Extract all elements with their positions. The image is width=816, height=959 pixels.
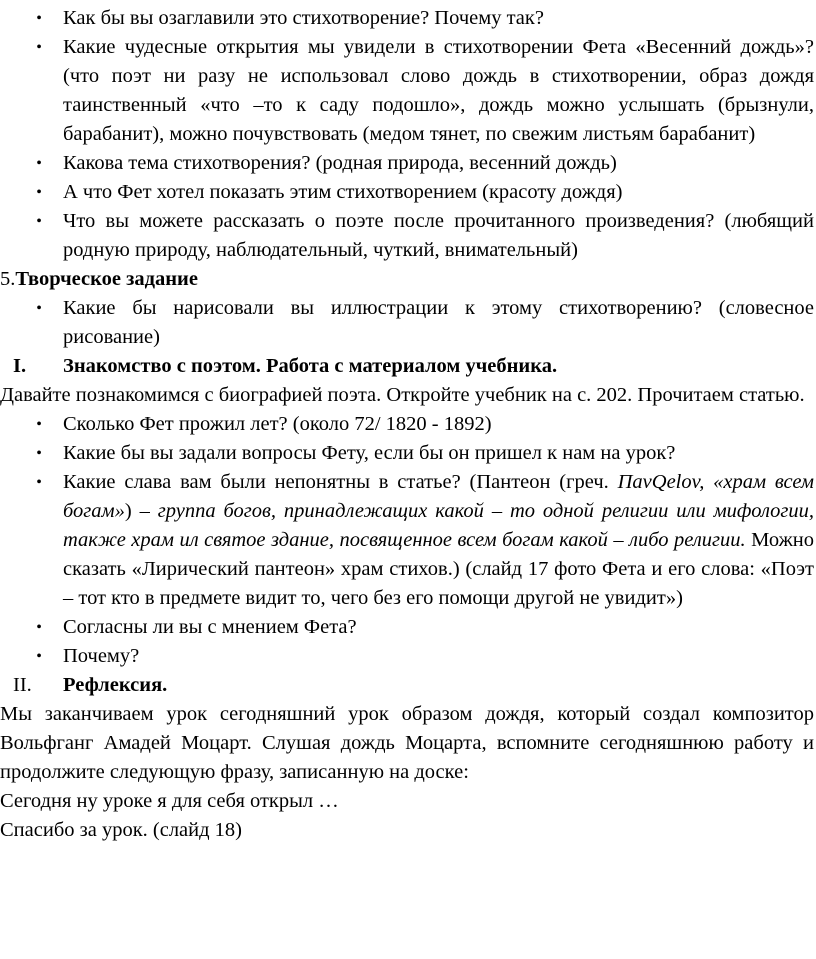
bullet-icon: • [36, 300, 42, 317]
bullet-icon: • [36, 10, 42, 27]
bullet-icon: • [36, 445, 42, 462]
list-item [0, 33, 816, 149]
list-item [0, 149, 816, 178]
section5-heading [0, 265, 816, 294]
list-item [0, 178, 816, 207]
list-item [0, 439, 816, 468]
question-text: Почему? [63, 645, 140, 667]
question-text-part: ) [124, 500, 140, 522]
sectionI-numeral: I. [13, 355, 27, 377]
section5-title: Творческое задание [15, 268, 198, 290]
greek-term: ΠavQelov, «храм всем богам» [63, 471, 814, 522]
question-text: А что Фет хотел показать этим стихотворением (красоту дождя) [63, 181, 623, 203]
question-text: Какие бы нарисовали вы иллюстрации к этому стихотворению? (словесное рисование) [63, 297, 814, 348]
list-item [0, 468, 816, 613]
bullet-icon: • [36, 619, 42, 636]
bullet-icon: • [36, 416, 42, 433]
sectionII-title: Рефлексия. [63, 674, 168, 696]
list-item [0, 294, 816, 352]
sectionII-paragraph: Мы заканчиваем урок сегодняшний урок образом дождя, который создал композитор Вольфганг Амадей Моцарт. Слушая дождь Моцарта, вспомните сегодняшнюю работу и продолжите следующую фразу, записанную на доске: [0, 703, 814, 783]
closing-line: Спасибо за урок. (слайд 18) [0, 819, 243, 841]
section5-number: 5. [0, 268, 16, 290]
section5-question-list [0, 294, 816, 352]
question-text: Сколько Фет прожил лет? (около 72/ 1820 - 1892) [63, 413, 492, 435]
pantheon-definition: – группа богов, принадлежащих какой – то одной религии или мифологии, также храм ил святое здание, посвященное всем богам какой – либо религии. [63, 500, 815, 551]
question-text: Согласны ли вы с мнением Фета? [63, 616, 357, 638]
question-text: Что вы можете рассказать о поэте после прочитанного произведения? (любящий родную природу, наблюдательный, чуткий, внимательный) [63, 210, 814, 261]
bullet-icon: • [36, 155, 42, 172]
question-text: Как бы вы озаглавили это стихотворение? Почему так? [63, 7, 544, 29]
bullet-icon: • [36, 648, 42, 665]
question-text: Какие чудесные открытия мы увидели в стихотворении Фета «Весенний дождь»? (что поэт ни разу не использовал слово дождь в стихотворении, образ дождя таинственный «что –то к саду подошло», дождь можно услышать (брызнули, барабанит), можно почувствовать (медом тянет, по свежим листьям барабанит) [63, 36, 814, 145]
bullet-icon: • [36, 474, 42, 491]
list-item [0, 4, 816, 33]
sectionI-heading [0, 352, 816, 381]
sectionI-question-list [0, 410, 816, 671]
question-text-part: Можно сказать «Лирический пантеон» храм стихов.) (слайд 17 фото Фета и его слова: «Поэт – тот кто в предмете видит то, чего без его помощи другой не увидит») [63, 529, 814, 609]
list-item [0, 613, 816, 642]
bullet-icon: • [36, 184, 42, 201]
bullet-icon: • [36, 213, 42, 230]
list-item [0, 410, 816, 439]
sectionII-heading [0, 671, 816, 700]
sectionI-intro: Давайте познакомимся с биографией поэта. Откройте учебник на с. 202. Прочитаем статью. [0, 384, 805, 406]
sectionII-numeral: II. [13, 674, 32, 696]
list-item [0, 642, 816, 671]
sectionI-title: Знакомство с поэтом. Работа с материалом учебника. [63, 355, 558, 377]
list-item [0, 207, 816, 265]
question-text-part: Какие слава вам были непонятны в статье? (Пантеон (греч. [63, 471, 618, 493]
bullet-icon: • [36, 39, 42, 56]
section4-question-list [0, 4, 816, 265]
question-text: Какие бы вы задали вопросы Фету, если бы он пришел к нам на урок? [63, 442, 676, 464]
sectionII-prompt: Сегодня ну уроке я для себя открыл … [0, 790, 339, 812]
question-text: Какова тема стихотворения? (родная природа, весенний дождь) [63, 152, 617, 174]
